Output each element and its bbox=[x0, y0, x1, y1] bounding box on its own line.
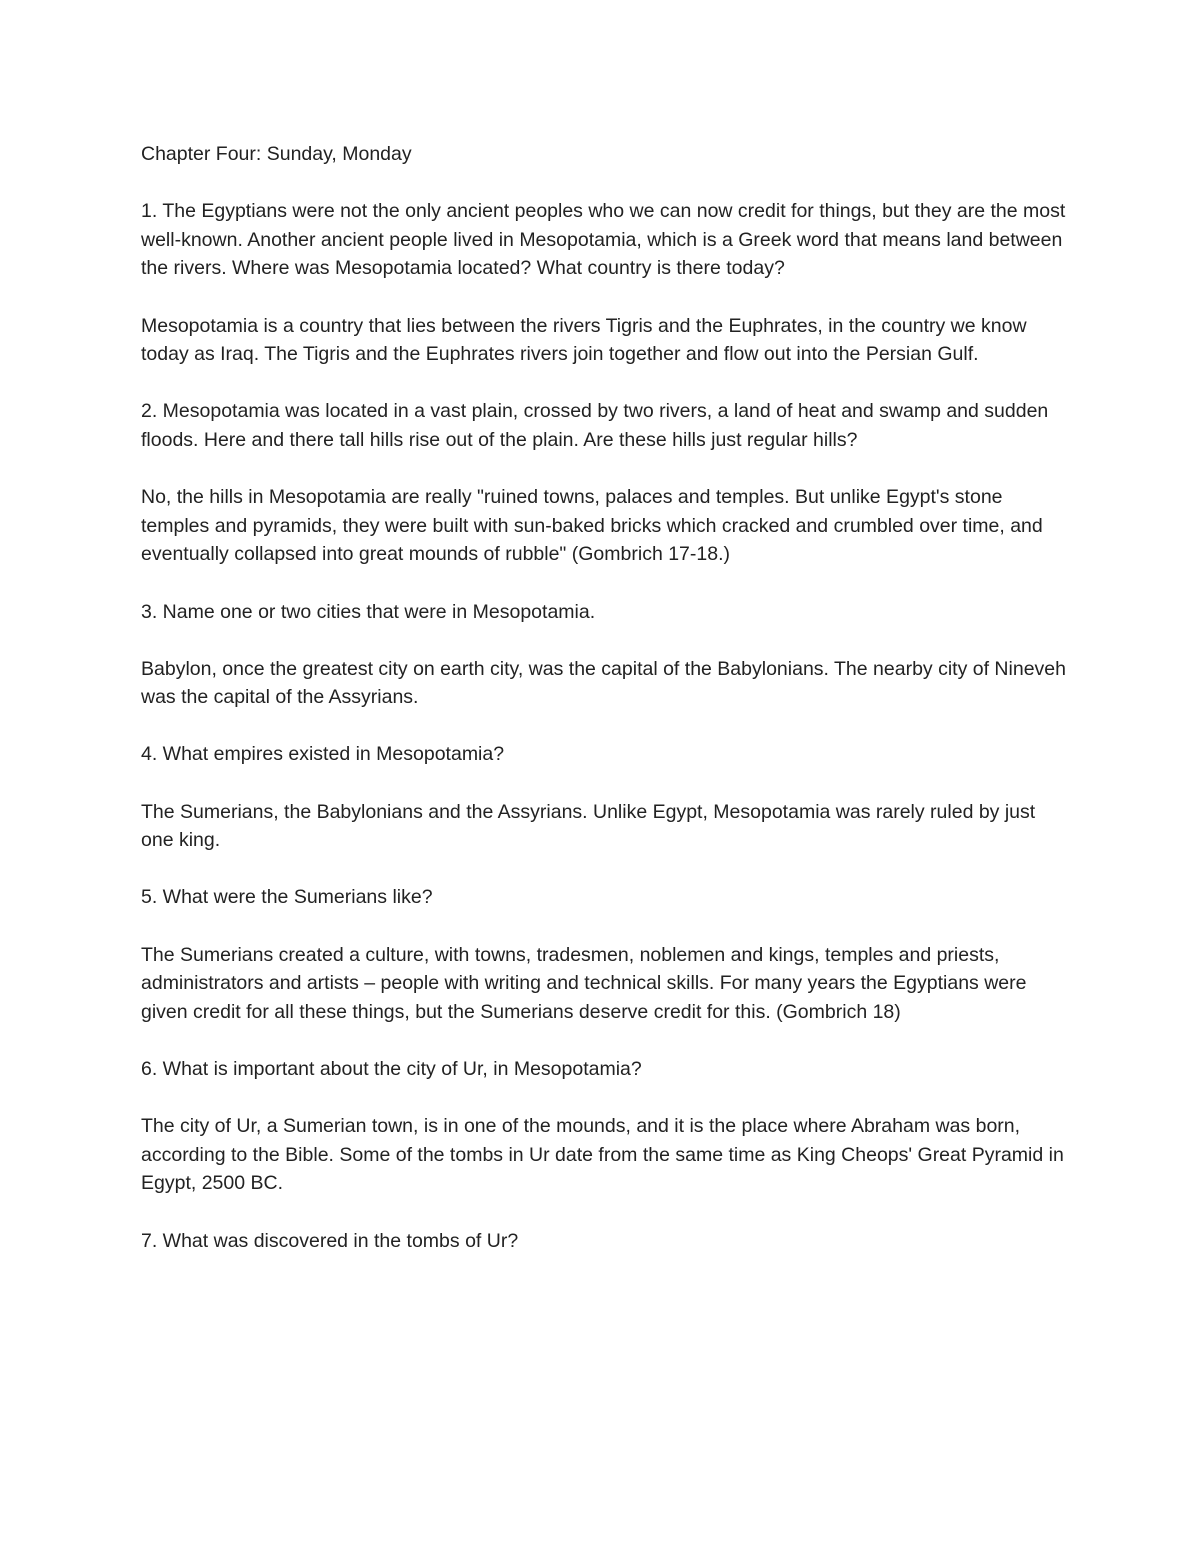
question-7: 7. What was discovered in the tombs of Ur? bbox=[141, 1229, 519, 1252]
answer-2: No, the hills in Mesopotamia are really "ruined towns, palaces and temples. But unlike Egypt's stone temples and pyramids, they were built with sun-baked bricks which cracked and crumbled over time, and eventually collapsed into great mounds of rubble" (Gombrich 17-18.) bbox=[141, 486, 1043, 566]
document-page bbox=[141, 140, 1066, 1284]
answer-1: Mesopotamia is a country that lies between the rivers Tigris and the Euphrates, in the country we know today as Iraq. The Tigris and the Euphrates rivers join together and flow out into the Persian Gulf. bbox=[141, 314, 1027, 366]
question-2: 2. Mesopotamia was located in a vast plain, crossed by two rivers, a land of heat and swamp and sudden floods. Here and there tall hills rise out of the plain. Are these hills just regular hills? bbox=[141, 400, 1049, 451]
document-title: Chapter Four: Sunday, Monday bbox=[141, 143, 412, 165]
question-1: 1. The Egyptians were not the only ancient peoples who we can now credit for things, but they are the most well-known. Another ancient people lived in Mesopotamia, which is a Greek word that means land between the rivers. Where was Mesopotamia located? What country is there today? bbox=[141, 200, 1066, 280]
answer-4: The Sumerians, the Babylonians and the Assyrians. Unlike Egypt, Mesopotamia was rarely ruled by just one king. bbox=[141, 800, 1036, 852]
question-4: 4. What empires existed in Mesopotamia? bbox=[141, 743, 505, 766]
answer-5: The Sumerians created a culture, with towns, tradesmen, noblemen and kings, temples and priests, administrators and artists – people with writing and technical skills. For many years the Egyptians were given credit for all these things, but the Sumerians deserve credit for this. (Gombrich 18) bbox=[141, 943, 1027, 1023]
answer-3: Babylon, once the greatest city on earth city, was the capital of the Babylonians. The nearby city of Nineveh was the capital of the Assyrians. bbox=[141, 657, 1066, 709]
question-3: 3. Name one or two cities that were in Mesopotamia. bbox=[141, 600, 596, 623]
question-6: 6. What is important about the city of Ur, in Mesopotamia? bbox=[141, 1058, 642, 1080]
question-5: 5. What were the Sumerians like? bbox=[141, 886, 433, 909]
answer-6: The city of Ur, a Sumerian town, is in one of the mounds, and it is the place where Abraham was born, according to the Bible. Some of the tombs in Ur date from the same time as King Cheops' Great Pyramid in Egypt, 2500 BC. bbox=[141, 1115, 1064, 1195]
